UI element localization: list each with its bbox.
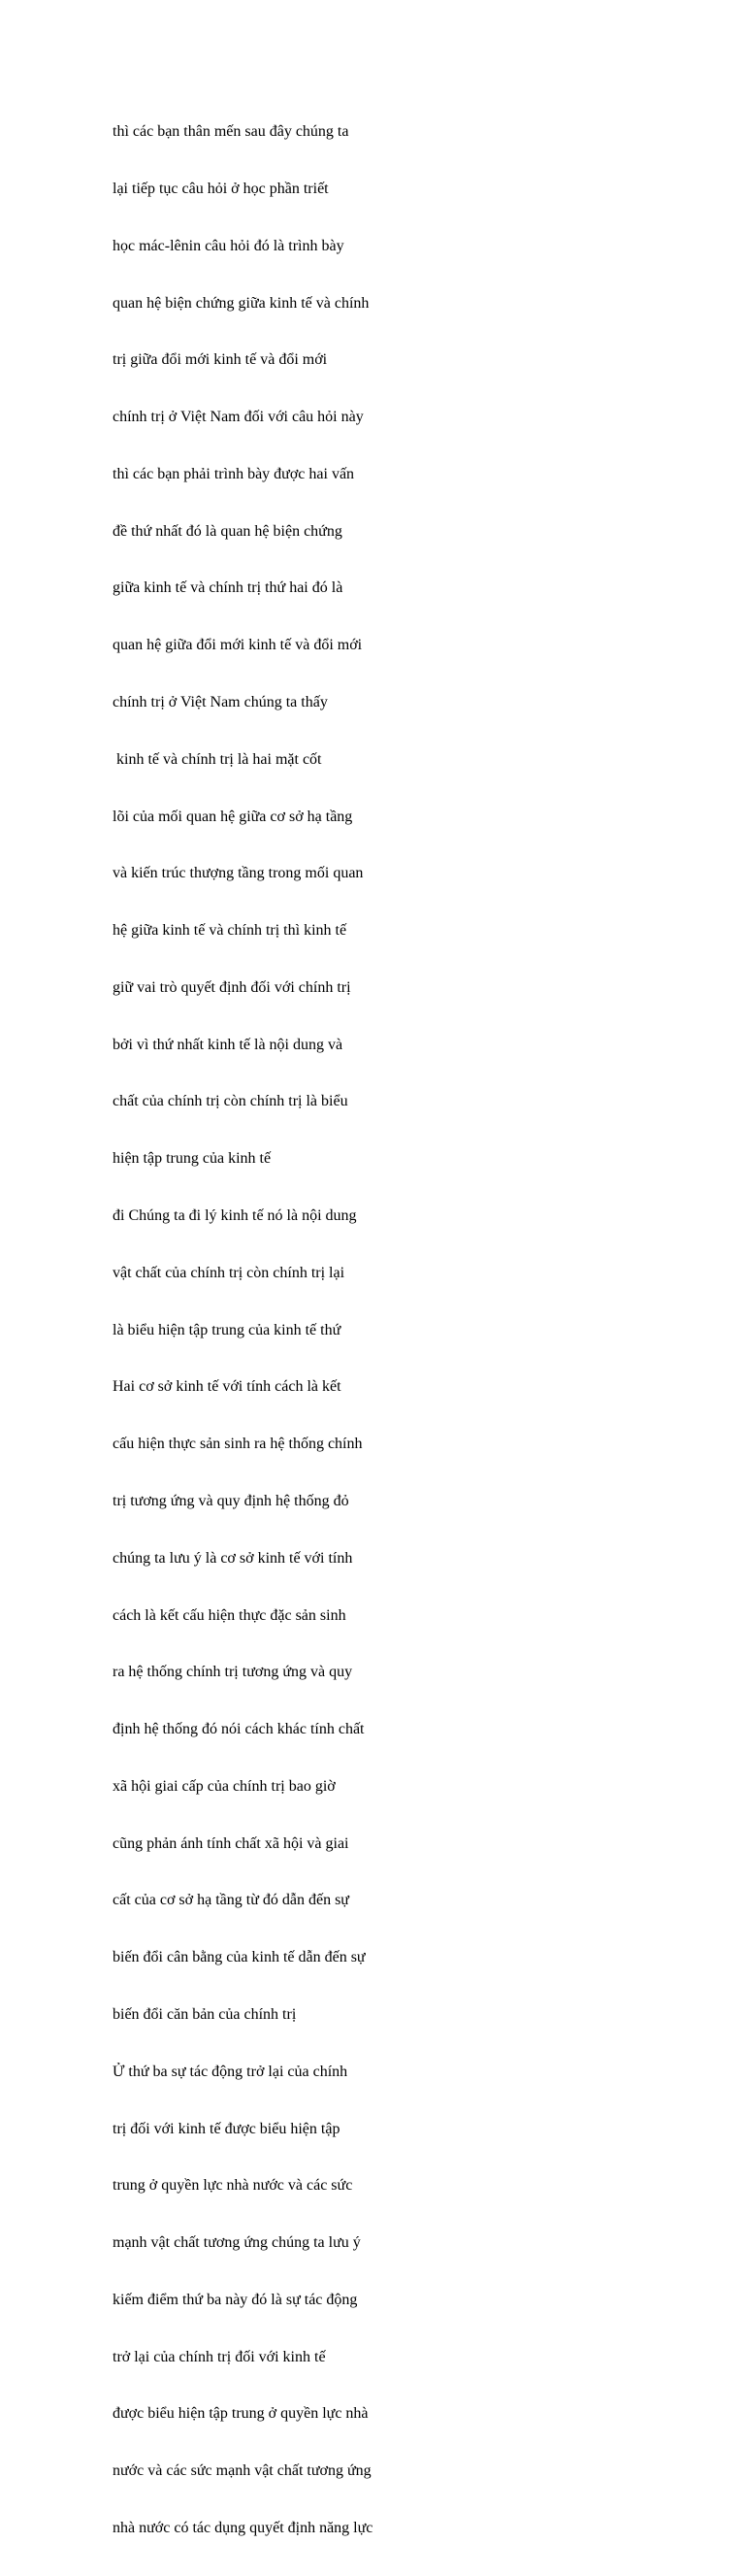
text-line: trở lại của chính trị đối với kinh tế — [113, 2348, 326, 2365]
text-line: chính trị ở Việt Nam chúng ta thấy — [113, 694, 328, 710]
text-line: giữa kinh tế và chính trị thứ hai đó là — [113, 579, 343, 597]
text-line: Ử thứ ba sự tác động trở lại của chính — [113, 2063, 348, 2080]
text-line: định hệ thống đó nói cách khác tính chất — [113, 1721, 365, 1738]
text-line: cách là kết cấu hiện thực đặc sản sinh — [113, 1606, 346, 1624]
text-line: lại tiếp tục câu hỏi ở học phần triết — [113, 180, 329, 197]
text-line: đề thứ nhất đó là quan hệ biện chứng — [113, 522, 342, 540]
text-line: xã hội giai cấp của chính trị bao giờ — [113, 1777, 336, 1795]
text-line: được biểu hiện tập trung ở quyền lực nhà — [113, 2405, 369, 2423]
text-line: chúng ta lưu ý là cơ sở kinh tế với tính — [113, 1549, 353, 1567]
text-line: quan hệ biện chứng giữa kinh tế và chính — [113, 294, 370, 312]
text-line: quan hệ giữa đổi mới kinh tế và đổi mới — [113, 637, 363, 654]
text-line: hệ giữa kinh tế và chính trị thì kinh tế — [113, 922, 347, 940]
text-line: và kiến trúc thượng tầng trong mối quan — [113, 865, 364, 882]
text-line: lõi của mối quan hệ giữa cơ sở hạ tầng — [113, 808, 353, 825]
text-line: trị tương ứng và quy định hệ thống đỏ — [113, 1492, 349, 1509]
text-line: hiện tập trung của kinh tế — [113, 1150, 272, 1168]
text-line: nước và các sức mạnh vật chất tương ứng — [113, 2462, 372, 2480]
text-line: trị giữa đổi mới kinh tế và đổi mới — [113, 351, 328, 369]
text-line: nhà nước có tác dụng quyết định năng lực — [113, 2520, 373, 2536]
text-line: là biểu hiện tập trung của kinh tế thứ — [113, 1321, 341, 1338]
text-line: cất của cơ sở hạ tầng từ đó dẫn đến sự — [113, 1892, 349, 1909]
text-line: cấu hiện thực sản sinh ra hệ thống chính — [113, 1436, 363, 1453]
text-line: ra hệ thống chính trị tương ứng và quy — [113, 1664, 353, 1681]
text-line: biến đổi căn bản của chính trị — [113, 2005, 297, 2023]
text-line: trị đối với kinh tế được biểu hiện tập — [113, 2120, 340, 2137]
text-line: bởi vì thứ nhất kinh tế là nội dung và — [113, 1036, 343, 1053]
text-line: vật chất của chính trị còn chính trị lại — [113, 1264, 345, 1281]
text-line: học mác-lênin câu hỏi đó là trình bày — [113, 237, 344, 254]
text-line: thì các bạn thân mến sau đây chúng ta — [113, 123, 349, 141]
text-line: thì các bạn phải trình bày được hai vấn — [113, 465, 355, 482]
transcript-text — [113, 84, 423, 2576]
text-line: giữ vai trò quyết định đối với chính trị — [113, 978, 351, 996]
text-line: chính trị ở Việt Nam đối với câu hỏi này — [113, 409, 364, 426]
text-line: biến đổi cân bằng của kinh tế dẫn đến sự — [113, 1949, 366, 1966]
text-line: cũng phản ánh tính chất xã hội và giai — [113, 1834, 349, 1852]
text-line: chất của chính trị còn chính trị là biểu — [113, 1093, 348, 1110]
text-line: trung ở quyền lực nhà nước và các sức — [113, 2177, 353, 2195]
text-line: kiếm điểm thứ ba này đó là sự tác động — [113, 2291, 358, 2308]
text-line: mạnh vật chất tương ứng chúng ta lưu ý — [113, 2234, 361, 2252]
text-line: đi Chúng ta đi lý kinh tế nó là nội dung — [113, 1207, 357, 1225]
text-line: Hai cơ sở kinh tế với tính cách là kết — [113, 1378, 341, 1396]
text-line: kinh tế và chính trị là hai mặt cốt — [113, 750, 322, 768]
